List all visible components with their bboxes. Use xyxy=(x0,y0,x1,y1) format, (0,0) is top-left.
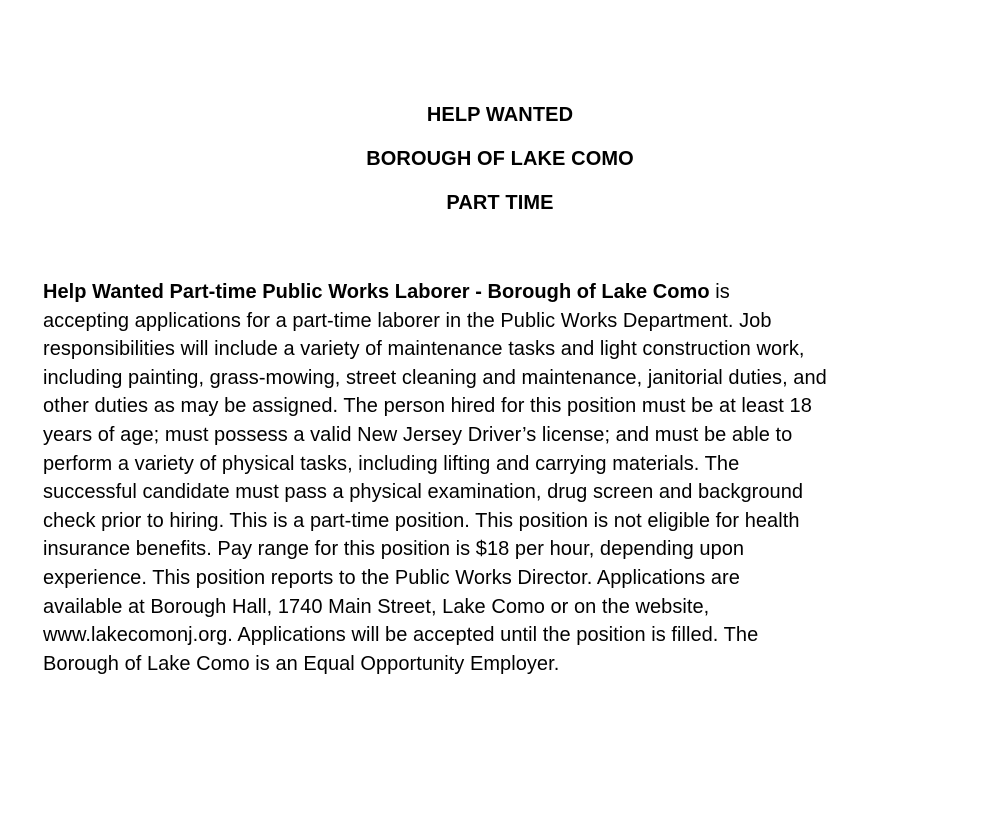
heading-borough: BOROUGH OF LAKE COMO xyxy=(366,148,634,170)
body-line-1 xyxy=(43,278,963,307)
body-line-1-tail: is xyxy=(709,281,730,303)
body-line-13: www.lakecomonj.org. Applications will be accepted until the position is filled. The xyxy=(43,624,759,647)
job-description xyxy=(43,278,963,678)
heading-block xyxy=(0,102,1000,234)
body-line-4: including painting, grass-mowing, street cleaning and maintenance, janitorial duties, and xyxy=(43,366,827,389)
body-line-6: years of age; must possess a valid New Jersey Driver’s license; and must be able to xyxy=(43,423,793,446)
job-title-lead: Help Wanted Part-time Public Works Laborer - Borough of Lake Como xyxy=(43,281,710,303)
body-line-10: insurance benefits. Pay range for this position is $18 per hour, depending upon xyxy=(43,538,745,561)
heading-help-wanted: HELP WANTED xyxy=(426,104,574,126)
body-line-3: responsibilities will include a variety of maintenance tasks and light construction work, xyxy=(43,338,805,361)
body-line-9: check prior to hiring. This is a part-time position. This position is not eligible for health xyxy=(43,509,800,532)
body-line-8: successful candidate must pass a physical examination, drug screen and background xyxy=(43,481,804,504)
body-line-7: perform a variety of physical tasks, including lifting and carrying materials. The xyxy=(43,452,740,475)
body-line-11: experience. This position reports to the Public Works Director. Applications are xyxy=(43,566,740,589)
body-line-5: other duties as may be assigned. The person hired for this position must be at least 18 xyxy=(43,395,812,418)
heading-part-time: PART TIME xyxy=(446,192,554,214)
body-line-14: Borough of Lake Como is an Equal Opportunity Employer. xyxy=(43,652,560,675)
body-line-2: accepting applications for a part-time laborer in the Public Works Department. Job xyxy=(43,309,772,332)
body-line-12: available at Borough Hall, 1740 Main Street, Lake Como or on the website, xyxy=(43,595,710,618)
